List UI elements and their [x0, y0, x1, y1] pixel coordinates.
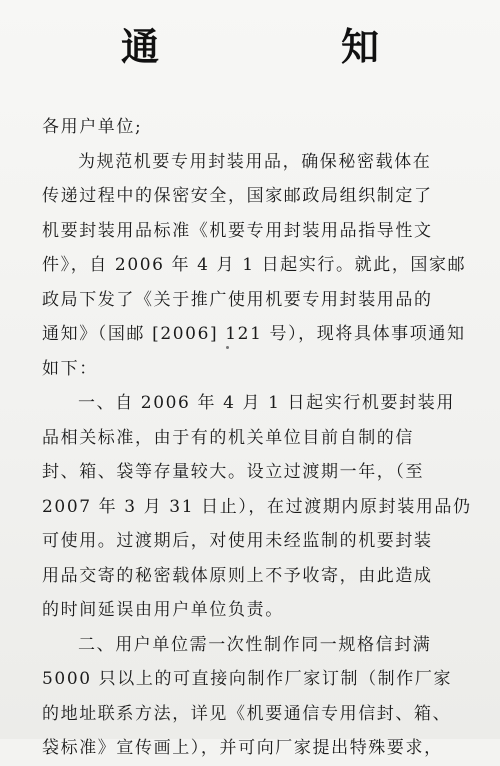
- body-line: 一、自 2006 年 4 月 1 日起实行机要封装用: [78, 393, 455, 413]
- body-line: 为规范机要专用封装用品，确保秘密载体在: [78, 151, 432, 172]
- body-line: 可使用。过渡期后，对使用未经监制的机要封装: [42, 531, 433, 551]
- body-line: 品相关标准，由于有的机关单位目前自制的信: [42, 427, 414, 448]
- body-line: 如下：: [42, 358, 98, 379]
- body-line: 的地址联系方法，详见《机要通信专用信封、箱、: [42, 703, 452, 724]
- body-line: 2007 年 3 月 31 日止），在过渡期内原封装用品仍: [42, 496, 472, 517]
- body-line: 件》，自 2006 年 4 月 1 日起实行。就此，国家邮: [42, 255, 467, 275]
- body-line: 袋标准》宣传画上），并可向厂家提出特殊要求，: [42, 738, 443, 758]
- body-line: 二、用户单位需一次性制作同一规格信封满: [78, 634, 432, 655]
- body-line: 5000 只以上的可直接向制作厂家订制（制作厂家: [42, 669, 453, 689]
- body-line: 封、箱、袋等存量较大。设立过渡期一年，（至: [42, 462, 425, 482]
- body-lines: [42, 145, 482, 766]
- body-line: 的时间延误由用户单位负责。: [42, 600, 284, 620]
- body-line: 政局下发了《关于推广使用机要专用封装用品的: [42, 289, 433, 310]
- body-line: 用品交寄的秘密载体原则上不予收寄，由此造成: [42, 565, 433, 586]
- body-line: 机要封装用品标准《机要专用封装用品指导性文: [42, 220, 433, 241]
- body-line: 通知》（国邮 [2006] 121 号），现将具体事项通知: [42, 324, 466, 344]
- scan-speck: [226, 346, 229, 349]
- salutation: 各用户单位;: [42, 117, 143, 137]
- notice-body: [42, 110, 482, 766]
- notice-title: 通 知: [120, 25, 451, 69]
- body-line: 传递过程中的保密安全，国家邮政局组织制定了: [42, 186, 433, 206]
